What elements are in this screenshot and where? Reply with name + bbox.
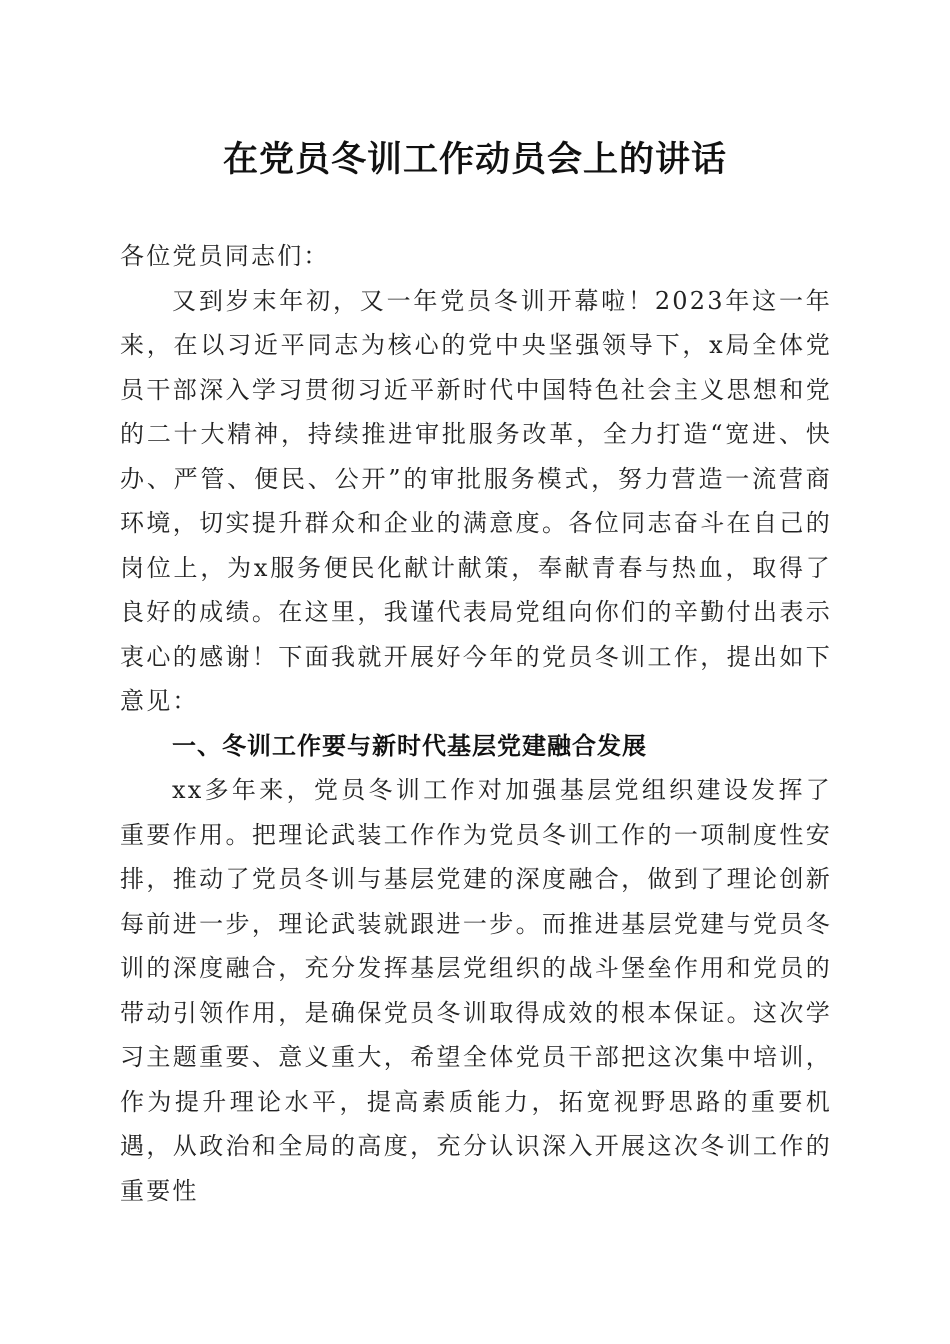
paragraph-section-1: xx多年来，党员冬训工作对加强基层党组织建设发挥了重要作用。把理论武装工作作为党员冬训工作的一项制度性安排，推动了党员冬训与基层党建的深度融合，做到了理论创新每前进一步，理论武装就跟进一步。而推进基层党建与党员冬训的深度融合，充分发挥基层党组织的战斗堡垒作用和党员的带动引领作用，是确保党员冬训取得成效的根本保证。这次学习主题重要、意义重大，希望全体党员干部把这次集中培训，作为提升理论水平，提高素质能力，拓宽视野思路的重要机遇，从政治和全局的高度，充分认识深入开展这次冬训工作的重要性	[120, 776, 832, 1205]
salutation: 各位党员同志们：	[120, 242, 330, 270]
document-body	[120, 234, 832, 1213]
paragraph-intro: 又到岁末年初，又一年党员冬训开幕啦！2023年这一年来，在以习近平同志为核心的党中央坚强领导下，x局全体党员干部深入学习贯彻习近平新时代中国特色社会主义思想和党的二十大精神，持续推进审批服务改革，全力打造“宽进、快办、严管、便民、公开”的审批服务模式，努力营造一流营商环境，切实提升群众和企业的满意度。各位同志奋斗在自己的岗位上，为x服务便民化献计献策，奉献青春与热血，取得了良好的成绩。在这里，我谨代表局党组向你们的辛勤付出表示衷心的感谢！下面我就开展好今年的党员冬训工作，提出如下意见：	[120, 286, 832, 715]
section-heading-1: 一、冬训工作要与新时代基层党建融合发展	[172, 731, 647, 760]
document-title: 在党员冬训工作动员会上的讲话	[222, 139, 727, 180]
